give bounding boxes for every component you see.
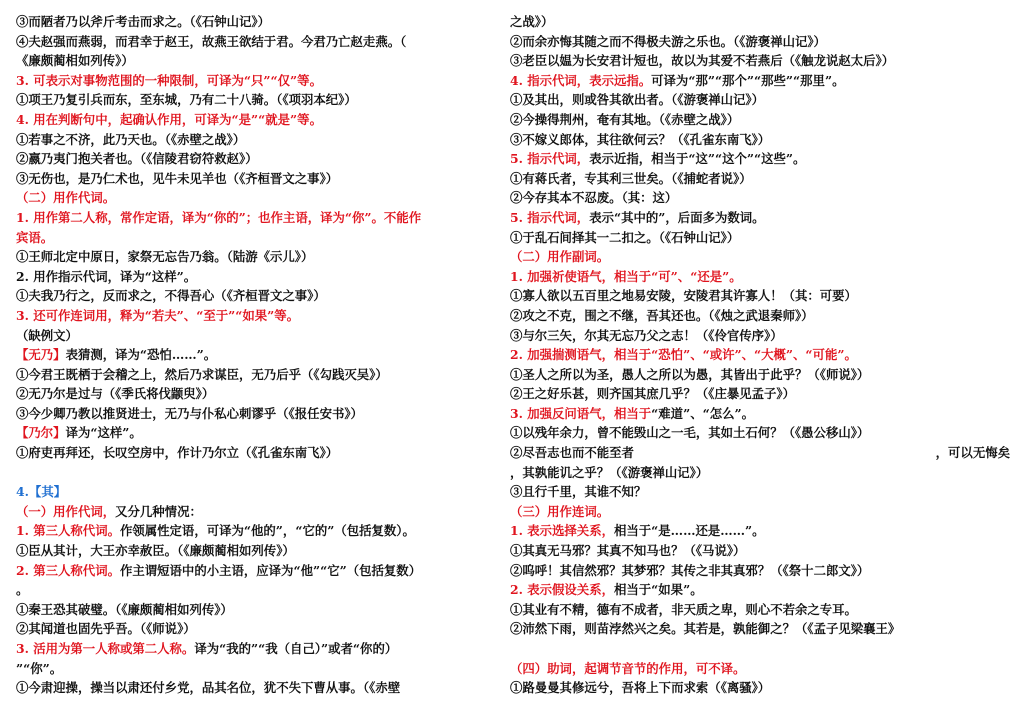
red-heading-fragment: 5. 指示代词， <box>510 151 590 167</box>
line-text: ②呜呼！其信然邪？其梦邪？其传之非其真邪？（《祭十二郎文》） <box>510 562 870 578</box>
left-line <box>16 521 504 541</box>
left-line <box>16 149 504 169</box>
line-text: ①秦王恐其破璧。（《廉颇蔺相如列传》） <box>16 601 233 617</box>
right-line <box>510 463 1010 483</box>
red-heading-fragment: 【乃尔】 <box>16 425 66 441</box>
right-line <box>510 149 1010 169</box>
line-text: ①及其出，则或咎其欲出者。（《游褒禅山记》） <box>510 92 764 108</box>
line-text: 作领属性定语，可译为“他的”，“它的”（包括复数）。 <box>119 523 415 539</box>
red-heading-fragment: 2. 表示假设关系， <box>510 582 614 598</box>
right-line <box>510 561 1010 581</box>
line-tail-text: ，可以无悔矣 <box>935 445 1010 461</box>
right-line <box>510 110 1010 130</box>
right-line <box>510 169 1010 189</box>
line-text: 译为“我的”“我（自己）”或者“你的） <box>194 641 398 656</box>
left-line <box>16 423 504 443</box>
line-text: ②其闻道也固先乎吾。（《师说》） <box>16 621 196 637</box>
left-line <box>16 12 504 32</box>
right-line <box>510 639 1010 659</box>
line-text: ①臣从其计，大王亦幸赦臣。（《廉颇蔺相如列传》） <box>16 543 295 559</box>
right-line <box>510 345 1010 365</box>
left-line <box>16 541 504 561</box>
right-line <box>510 482 1010 502</box>
line-text: ④夫赵强而燕弱，而君幸于赵王，故燕王欲结于君。今君乃亡赵走燕。（ <box>16 33 407 49</box>
line-text: ①圣人之所以为圣，愚人之所以为愚，其皆出于此乎？（《师说》） <box>510 366 870 382</box>
line-text: “难道”、“怎么”。 <box>651 405 755 421</box>
left-line <box>16 404 504 424</box>
line-text: ②嬴乃夷门抱关者也。（《信陵君窃符救赵》） <box>16 151 258 167</box>
line-text: 译为“这样”。 <box>65 425 142 441</box>
right-line <box>510 443 1010 463</box>
right-line <box>510 208 1010 228</box>
line-text: 2. 用作指示代词，译为“这样”。 <box>16 268 197 284</box>
line-text: 4. 用在判断句中，起确认作用，可译为“是”“就是”等。 <box>16 111 322 127</box>
left-line <box>16 502 504 522</box>
right-line <box>510 188 1010 208</box>
line-text: ②攻之不克，围之不继，吾其还也。（《烛之武退秦师》） <box>510 307 814 323</box>
red-heading-fragment: 1. 表示选择关系， <box>510 523 614 539</box>
line-text: 3. 可表示对事物范围的一种限制，可译为“只”“仅”等。 <box>16 72 322 88</box>
red-heading-fragment: 1. 第三人称代词。 <box>16 523 120 539</box>
left-line <box>16 71 504 91</box>
line-text: ③而陋者乃以斧斤考击而求之。（《石钟山记》） <box>16 14 270 29</box>
right-line <box>510 286 1010 306</box>
line-text: 相当于“如果”。 <box>613 582 703 598</box>
right-line <box>510 12 1010 32</box>
right-line <box>510 90 1010 110</box>
red-heading-fragment: 【无乃】 <box>16 347 66 363</box>
line-text: ①其业有不精，德有不成者，非天质之卑，则心不若余之专耳。 <box>510 601 857 617</box>
line-text: 之战》） <box>510 14 554 29</box>
line-text: ①若事之不济，此乃天也。（《赤壁之战》） <box>16 131 246 147</box>
line-text: ①寡人欲以五百里之地易安陵，安陵君其许寡人！（其：可要） <box>510 288 857 304</box>
left-line <box>16 384 504 404</box>
line-text: 1. 用作第二人称，常作定语，译为“你的”；也作主语，译为“你”。不能作 <box>16 209 422 225</box>
left-line <box>16 110 504 130</box>
right-line <box>510 384 1010 404</box>
line-text: ③今少卿乃教以推贤进士，无乃与仆私心刺谬乎（《报任安书》） <box>16 405 363 421</box>
right-line <box>510 71 1010 91</box>
line-text: （三）用作连词。 <box>510 503 610 519</box>
right-line <box>510 502 1010 522</box>
left-line <box>16 51 504 71</box>
line-text: ③无伤也，是乃仁术也，见牛未见羊也（《齐桓晋文之事》） <box>16 170 339 186</box>
line-text: ，其孰能讥之乎？（《游褒禅山记》） <box>510 464 709 480</box>
left-line <box>16 463 504 483</box>
left-line <box>16 130 504 150</box>
right-column <box>510 12 1010 698</box>
left-line <box>16 286 504 306</box>
red-heading-fragment: （一）用作代词， <box>16 503 116 519</box>
line-text: ①项王乃复引兵而东，至东城，乃有二十八骑。（《项羽本纪》） <box>16 92 357 108</box>
line-text: ①今君王既栖于会稽之上，然后乃求谋臣，无乃后乎（《勾践灭吴》） <box>16 366 388 382</box>
left-line <box>16 228 504 248</box>
line-text: （四）助词，起调节音节的作用，可不译。 <box>510 660 746 676</box>
line-text: ①有蒋氏者，专其利三世矣。（《捕蛇者说》） <box>510 170 752 186</box>
right-line <box>510 619 1010 639</box>
left-line <box>16 482 504 502</box>
line-text: ②尽吾志也而不能至者 <box>510 445 634 461</box>
line-text: 1. 加强祈使语气，相当于“可”、“还是”。 <box>510 268 742 284</box>
line-text: 宾语。 <box>16 229 54 245</box>
left-line <box>16 188 504 208</box>
red-heading-fragment: 5. 指示代词， <box>510 209 590 225</box>
line-text: 作主谓短语中的小主语，应译为“他”“它”（包括复数） <box>119 562 422 578</box>
right-line <box>510 267 1010 287</box>
line-text: ①于乱石间择其一二扣之。（《石钟山记》） <box>510 229 740 245</box>
right-line <box>510 521 1010 541</box>
line-text: 2. 加强揣测语气，相当于“恐怕”、“或许”、“大概”、“可能”。 <box>510 347 857 363</box>
right-line <box>510 32 1010 52</box>
line-text: 3. 还可作连词用，释为“若夫”、“至于”“如果”等。 <box>16 307 300 323</box>
right-line <box>510 306 1010 326</box>
left-line <box>16 659 504 679</box>
left-line <box>16 639 504 659</box>
line-text: ③与尔三矢，尔其无忘乃父之志！（《伶官传序》） <box>510 327 783 343</box>
line-text: ①以残年余力，曾不能毁山之一毛，其如土石何？（《愚公移山》） <box>510 425 870 441</box>
red-heading-fragment: 2. 第三人称代词。 <box>16 562 120 578</box>
left-line <box>16 267 504 287</box>
line-text: 表示近指，相当于“这”“这个”“这些”。 <box>589 151 806 167</box>
line-text: ②今操得荆州，奄有其地。（《赤壁之战》） <box>510 111 740 127</box>
line-text: 4.【其】 <box>16 484 67 500</box>
right-line <box>510 580 1010 600</box>
line-text: ③不嫁义郎体，其往欲何云？（《孔雀东南飞》） <box>510 131 771 147</box>
line-text: 相当于“是……还是……”。 <box>613 523 765 539</box>
right-line <box>510 659 1010 679</box>
line-text: ②沛然下雨，则苗浡然兴之矣。其若是，孰能御之？（《孟子见梁襄王》 <box>510 621 901 637</box>
line-text: 可译为“那”“那个”“那些”“那里”。 <box>651 72 845 88</box>
right-line <box>510 130 1010 150</box>
left-line <box>16 208 504 228</box>
line-text: （缺例文） <box>16 327 78 343</box>
red-heading-fragment: 4. 指示代词，表示远指。 <box>510 72 652 88</box>
line-text: ①今肃迎操，操当以肃还付乡党，品其名位，犹不失下曹从事。（《赤壁 <box>16 680 401 696</box>
red-heading-fragment: 3. 加强反问语气，相当于 <box>510 405 652 421</box>
line-text: ②今存其本不忍废。（其：这） <box>510 190 678 206</box>
line-text: ”“你”。 <box>16 660 63 676</box>
line-text: （二）用作副词。 <box>510 249 610 265</box>
line-text: ③老臣以媪为长安君计短也，故以为其爱不若燕后（《触龙说赵太后》） <box>510 53 895 69</box>
left-column <box>16 12 504 698</box>
line-text: 又分几种情况： <box>115 503 202 519</box>
left-line <box>16 365 504 385</box>
line-text: ①府吏再拜还，长叹空房中，作计乃尔立（《孔雀东南飞》） <box>16 445 339 461</box>
left-line <box>16 580 504 600</box>
line-text: ②无乃尔是过与（《季氏将伐颛臾》） <box>16 386 215 402</box>
line-text: ①夫我乃行之，反而求之，不得吾心（《齐桓晋文之事》） <box>16 288 326 304</box>
line-text: ②王之好乐甚，则齐国其庶几乎？（《庄暴见孟子》） <box>510 386 795 402</box>
right-line <box>510 247 1010 267</box>
right-line <box>510 678 1010 698</box>
line-text: 表示“其中的”，后面多为数词。 <box>589 209 765 225</box>
line-text: 表猜测，译为“恐怕……”。 <box>65 347 217 363</box>
right-line <box>510 404 1010 424</box>
left-line <box>16 443 504 463</box>
left-line <box>16 247 504 267</box>
left-line <box>16 169 504 189</box>
line-text: ①王师北定中原日，家祭无忘告乃翁。（陆游《示儿》） <box>16 249 314 265</box>
line-text: ③且行千里，其谁不知？ <box>510 484 647 500</box>
line-text: 《廉颇蔺相如列传》） <box>16 53 134 69</box>
right-line <box>510 541 1010 561</box>
left-line <box>16 600 504 620</box>
line-text: ②而余亦悔其随之而不得极夫游之乐也。（《游褒禅山记》） <box>510 33 826 49</box>
line-text: ①路曼曼其修远兮，吾将上下而求索（《离骚》） <box>510 680 771 696</box>
left-line <box>16 90 504 110</box>
line-text: （二）用作代词。 <box>16 190 116 206</box>
left-line <box>16 306 504 326</box>
line-text: 。 <box>16 582 29 598</box>
red-heading-fragment: 3. 活用为第一人称或第二人称。 <box>16 641 195 656</box>
right-line <box>510 51 1010 71</box>
right-line <box>510 326 1010 346</box>
line-text: ①其真无马邪？其真不知马也？（《马说》） <box>510 543 746 559</box>
left-line <box>16 32 504 52</box>
left-line <box>16 561 504 581</box>
left-line <box>16 619 504 639</box>
left-line <box>16 345 504 365</box>
left-line <box>16 326 504 346</box>
right-line <box>510 423 1010 443</box>
right-line <box>510 228 1010 248</box>
right-line <box>510 365 1010 385</box>
left-line <box>16 678 504 698</box>
right-line <box>510 600 1010 620</box>
